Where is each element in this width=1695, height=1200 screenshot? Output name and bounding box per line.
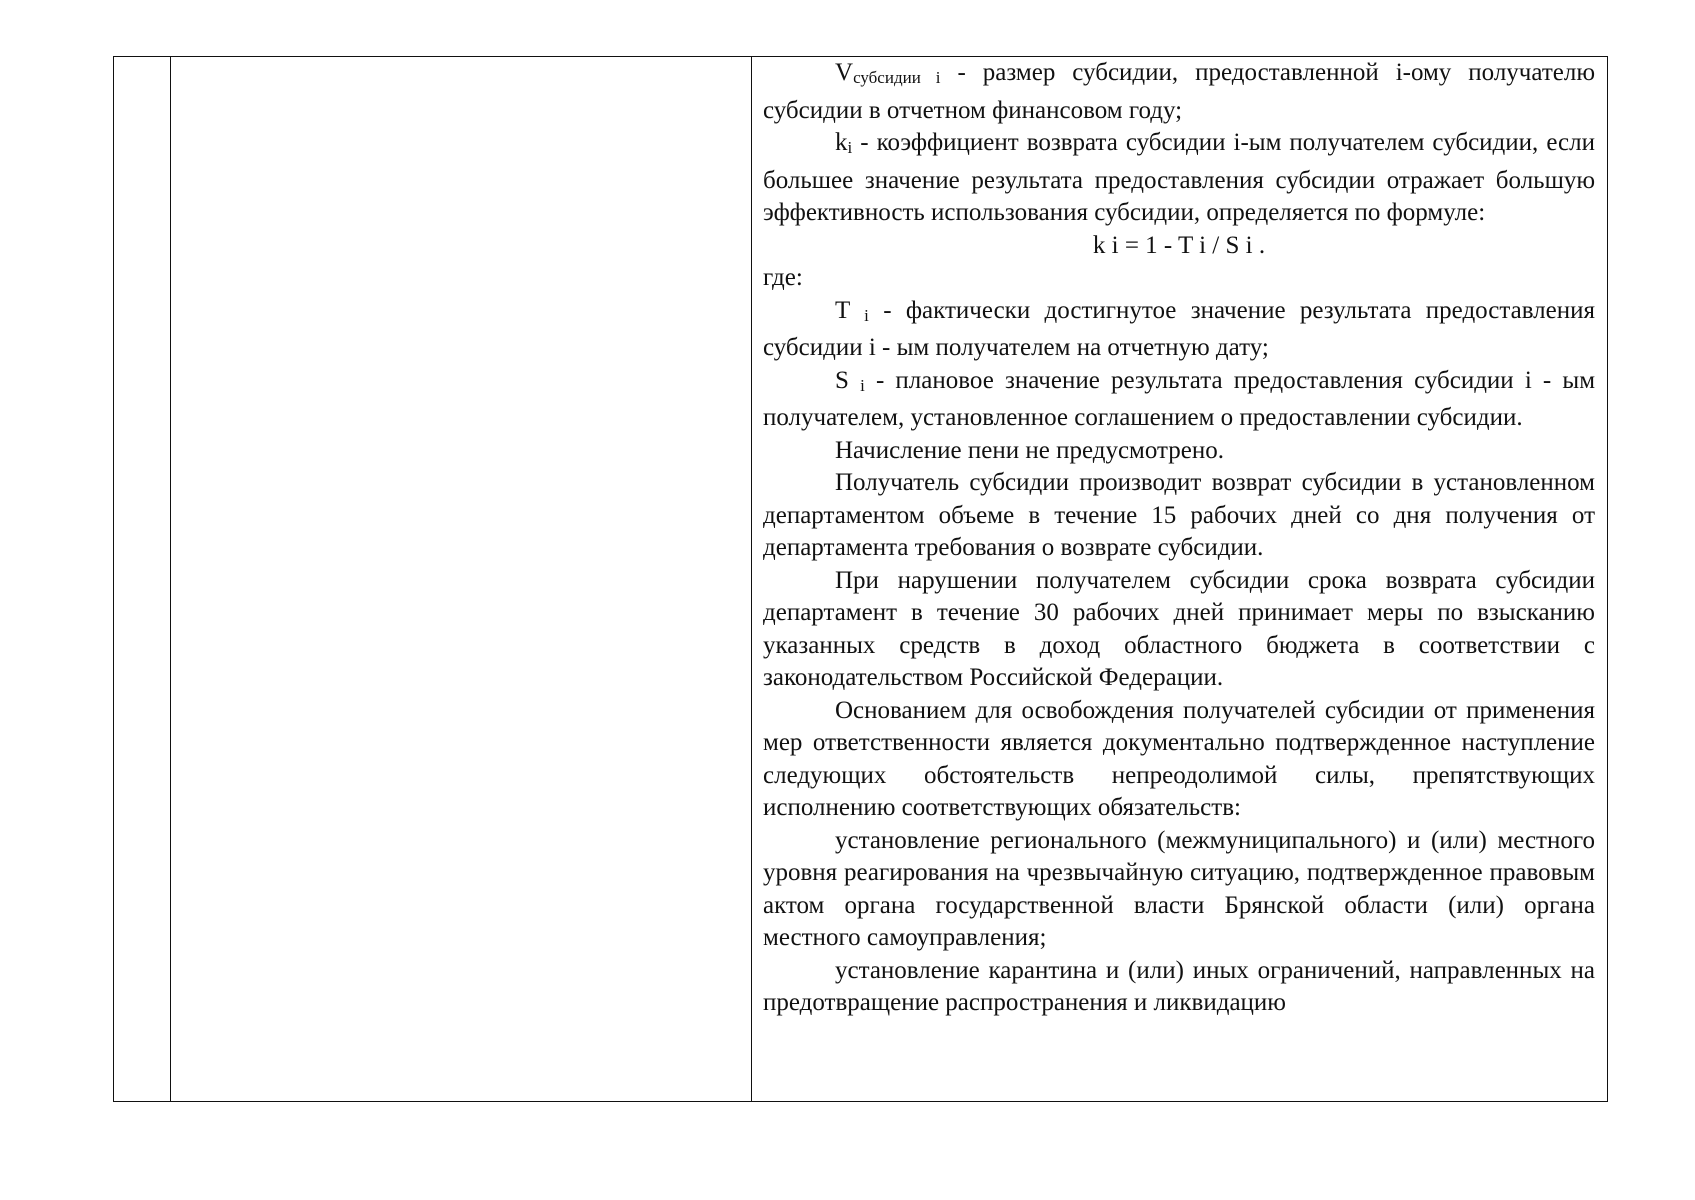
document-table [113, 56, 1608, 1102]
paragraph: Начисление пени не предусмотрено. [835, 436, 1224, 464]
paragraph: Получатель субсидии производит возврат субсидии в установленном департаментом объеме в течение 15 рабочих дней со дня получения от департамента требования о возврате субсидии. [763, 469, 1595, 561]
definition-s: S $_i$ - плановое значение результата предоставления субсидии i - ым получателем, установленное соглашением о предоставлении субсидии. [763, 366, 1596, 431]
definition-k: $k_i$ - коэффициент возврата субсидии i-ым получателем субсидии, если большее значение результата предоставления субсидии отражает большую эффективность использования субсидии, определяется по формуле: [763, 129, 1595, 226]
table-column-content [752, 57, 1607, 1101]
table-column-number [114, 57, 171, 1101]
where-label: где: [763, 264, 803, 291]
paragraph: При нарушении получателем субсидии срока возврата субсидии департамент в течение 30 рабочих дней принимает меры по взысканию указанных средств в доход областного бюджета в соответствии с законодательством Российской Федерации. [763, 566, 1595, 691]
table-column-name [171, 57, 752, 1101]
definition-v: $V_{субсидии i}$ - размер субсидии, предоставленной i-ому получателю субсидии в отчетном финансовом году; [763, 59, 1595, 124]
paragraph: установление регионального (межмуниципального) и (или) местного уровня реагирования на чрезвычайную ситуацию, подтвержденное правовым актом органа государственной власти Брянской области (или) органа местного самоуправления; [763, 826, 1595, 951]
paragraph: Основанием для освобождения получателей субсидии от применения мер ответственности является документально подтвержденное наступление следующих обстоятельств непреодолимой силы, препятствующих исполнению соответствующих обязательств: [763, 696, 1595, 821]
formula: k i = 1 - T i / S i . [1092, 231, 1266, 259]
paragraph: установление карантина и (или) иных ограничений, направленных на предотвращение распространения и ликвидацию [763, 956, 1595, 1016]
definition-t: T $_i$ - фактически достигнутое значение результата предоставления субсидии i - ым получателем на отчетную дату; [763, 296, 1596, 361]
